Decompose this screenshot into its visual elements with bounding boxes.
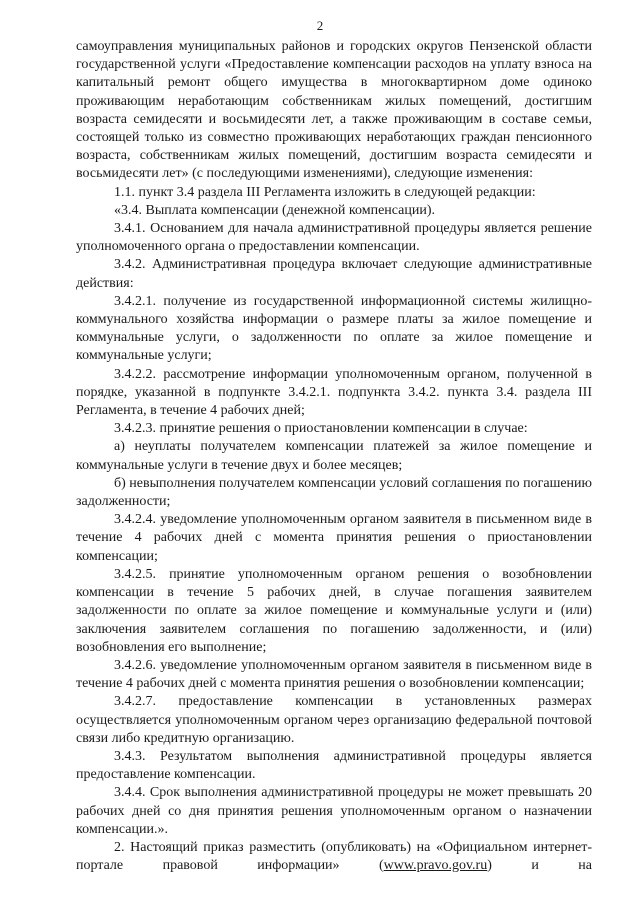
paragraph-3-4-2-6: 3.4.2.6. уведомление уполномоченным органом заявителя в письменном виде в течение 4 рабочих дней с момента принятия решения о возобновлении компенсации; — [76, 657, 592, 692]
paragraph-3-4-2-2: 3.4.2.2. рассмотрение информации уполномоченным органом, полученной в порядке, указанной в подпункте 3.4.2.1. подпункта 3.4.2. пункта 3.4. раздела III Регламента, в течение 4 рабочих дней; — [76, 366, 592, 419]
publish-text-before: 2. Настоящий приказ разместить (опубликовать) на «Официальном интернет-портале правовой информации» ( — [76, 839, 592, 874]
paragraph-3-4-3: 3.4.3. Результатом выполнения административной процедуры является предоставление компенсации. — [76, 748, 592, 783]
paragraph-3-4: «3.4. Выплата компенсации (денежной компенсации). — [114, 202, 436, 218]
publish-text-after: ) и на — [487, 858, 592, 874]
paragraph-3-4-2-3: 3.4.2.3. принятие решения о приостановлении компенсации в случае: — [114, 421, 528, 437]
paragraph-item-b: б) невыполнения получателем компенсации условий соглашения по погашению задолженности; — [76, 475, 593, 510]
document-body — [76, 38, 592, 875]
paragraph-1-1: 1.1. пункт 3.4 раздела III Регламента изложить в следующей редакции: — [114, 184, 536, 200]
page-number: 2 — [316, 18, 324, 33]
pravo-link[interactable]: www.pravo.gov.ru — [383, 858, 488, 874]
paragraph-intro: самоуправления муниципальных районов и городских округов Пензенской области государственной услуги «Предоставление компенсации расходов на уплату взноса на капитальный ремонт общего имущества в многоквартирном доме одиноко проживающим неработающим собственникам жилых помещений, достигшим возраста семидесяти и восьмидесяти лет, а также проживающим в составе семьи, состоящей только из совместно проживающих неработающих граждан пенсионного возраста, собственникам жилых помещений, достигшим возраста семидесяти и восьмидесяти лет» (с последующими изменениями), следующие изменения: — [76, 39, 592, 182]
paragraph-3-4-2-1: 3.4.2.1. получение из государственной информационной системы жилищно-коммунального хозяйства информации о размере платы за жилое помещение и коммунальные услуги, о задолженности по оплате за жилое помещение и коммунальные услуги; — [76, 293, 592, 364]
paragraph-3-4-1: 3.4.1. Основанием для начала административной процедуры является решение уполномоченного органа о предоставлении компенсации. — [76, 221, 592, 255]
paragraph-3-4-2-4: 3.4.2.4. уведомление уполномоченным органом заявителя в письменном виде в течение 4 рабочих дней с момента принятия решения о приостановлении компенсации; — [76, 512, 592, 564]
paragraph-3-4-2-7: 3.4.2.7. предоставление компенсации в установленных размерах осуществляется уполномоченным органом через организацию федеральной почтовой связи либо кредитную организацию. — [76, 694, 592, 746]
paragraph-3-4-2-5: 3.4.2.5. принятие уполномоченным органом решения о возобновлении компенсации в течение 5 рабочих дней, в случае погашения заявителем задолженности по оплате за жилое помещение и коммунальные услуги и (или) заключения заявителем соглашения по погашению задолженности, и (или) возобновления его выполнение; — [76, 566, 592, 655]
paragraph-2-publish — [76, 839, 592, 875]
paragraph-3-4-2: 3.4.2. Административная процедура включает следующие административные действия: — [76, 257, 592, 291]
paragraph-item-a: а) неуплаты получателем компенсации платежей за жилое помещение и коммунальные услуги в течение двух и более месяцев; — [76, 439, 592, 473]
paragraph-3-4-4: 3.4.4. Срок выполнения административной процедуры не может превышать 20 рабочих дней со дня принятия решения уполномоченным органом о назначении компенсации.». — [76, 785, 592, 837]
